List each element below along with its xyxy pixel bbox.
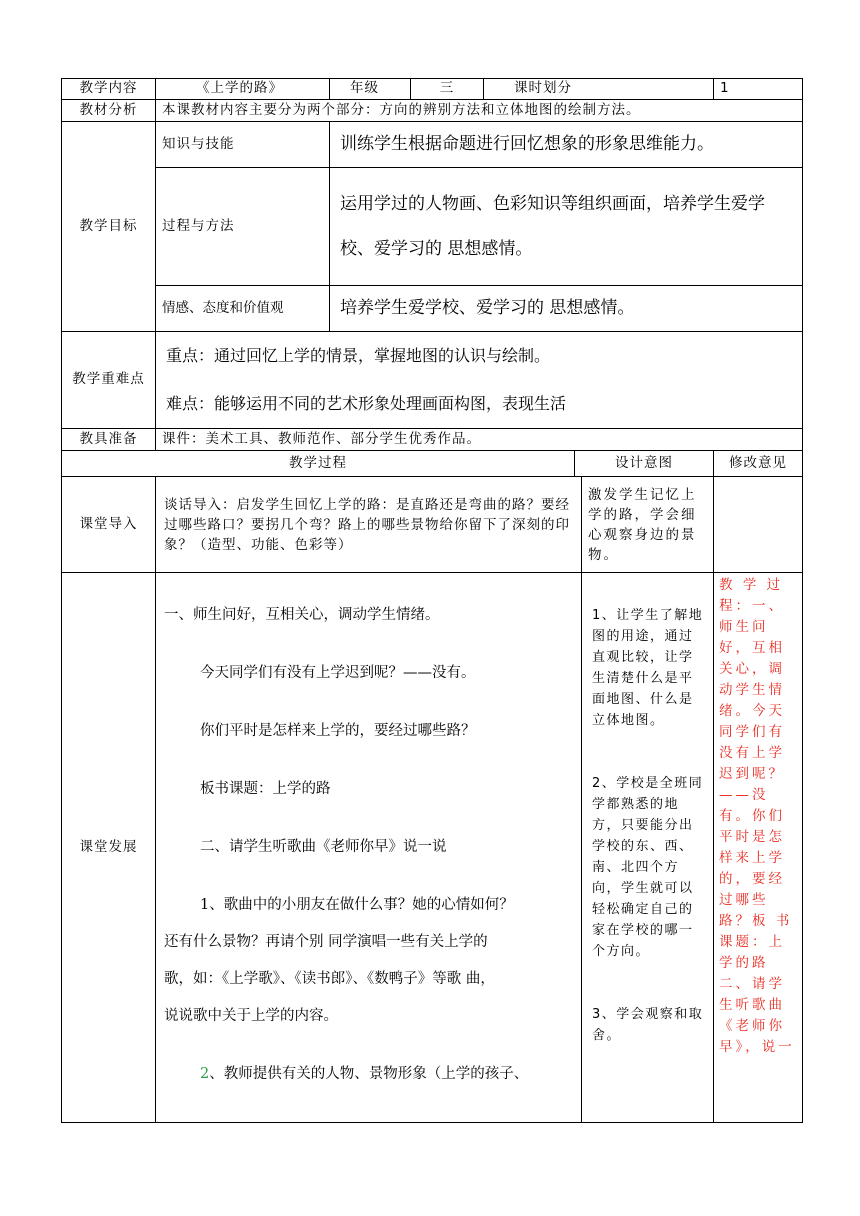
dev-paragraph: 还有什么景物？再请个别 同学演唱一些有关上学的 (164, 934, 488, 950)
lesson-plan-table (61, 78, 803, 1123)
dev-paragraph: 一、师生问好，互相关心，调动学生情绪。 (164, 607, 440, 623)
dev-item-number: 2 (200, 1066, 210, 1082)
objective-text-knowledge: 训练学生根据命题进行回忆想象的形象思维能力。 (330, 122, 803, 168)
difficult-point-text: 难点：能够运用不同的艺术形象处理画面构图，表现生活 (166, 394, 567, 413)
content-label: 教学内容 (62, 79, 156, 100)
objective-label-knowledge: 知识与技能 (156, 122, 330, 168)
revision-header: 修改意见 (714, 451, 803, 477)
dev-paragraph: 歌，如：《上学歌》、《读书郎》、《数鸭子》等歌 曲， (164, 971, 495, 987)
intro-label: 课堂导入 (62, 477, 156, 573)
process-header: 教学过程 (62, 451, 575, 477)
objective-row-emotion (62, 286, 803, 332)
objective-row-process (62, 168, 803, 286)
development-design (582, 573, 714, 1123)
development-content (156, 573, 582, 1123)
intro-text: 谈话导入：启发学生回忆上学的路：是直路还是弯曲的路？要经过哪些路口？要拐几个弯？路上的哪些景物给你留下了深刻的印象？（造型、功能、色彩等） (156, 477, 582, 573)
objective-label-process: 过程与方法 (156, 168, 330, 286)
development-row (62, 573, 803, 1123)
objective-row-knowledge (62, 122, 803, 168)
content-value: 《上学的路》 (156, 79, 330, 100)
design-note: 2、学校是全班同学都熟悉的地方，只要能分出学校的东、西、南、北四个方向，学生就可以轻松确定自己的家在学校的哪一个方向。 (592, 776, 704, 959)
materials-text: 课件：美术工具、教师范作、部分学生优秀作品。 (156, 429, 803, 451)
hours-value: 1 (714, 79, 803, 100)
analysis-row (62, 100, 803, 122)
objective-text-emotion: 培养学生爱学校、爱学习的 思想感情。 (330, 286, 803, 332)
dev-paragraph: 今天同学们有没有上学迟到呢？——没有。 (200, 665, 476, 681)
grade-label: 年级 (330, 79, 411, 100)
dev-paragraph: 你们平时是怎样来上学的，要经过哪些路？ (200, 723, 476, 739)
objective-text-process: 运用学过的人物画、色彩知识等组织画面，培养学生爱学校、爱学习的 思想感情。 (330, 168, 803, 286)
dev-paragraph: 板书课题：上学的路 (200, 781, 331, 797)
materials-row (62, 429, 803, 451)
dev-item-number: 1 (200, 897, 210, 913)
key-point-text: 重点：通过回忆上学的情景，掌握地图的认识与绘制。 (166, 346, 551, 365)
design-note: 1、让学生了解地图的用途，通过直观比较，让学生清楚什么是平面地图、什么是立体地图。 (592, 608, 704, 728)
intro-row (62, 477, 803, 573)
key-points-cell (156, 332, 803, 429)
process-header-row (62, 451, 803, 477)
materials-label: 教具准备 (62, 429, 156, 451)
development-revision: 教 学 过程：一、师生问好，互相关心，调动学生情绪。今天同学们有没有上学迟到呢？——没有。你们平时是怎样来上学的，要经过哪些路？板 书 课题：上学的路二、请学生听歌曲《老师你早》，说一 (714, 573, 803, 1123)
objectives-label: 教学目标 (62, 122, 156, 332)
hours-label: 课时划分 (484, 79, 714, 100)
design-note: 3、学会观察和取舍。 (592, 1007, 704, 1043)
dev-paragraph: 2、教师提供有关的人物、景物形象（上学的孩子、 (200, 1066, 529, 1082)
key-points-row (62, 332, 803, 429)
analysis-label: 教材分析 (62, 100, 156, 122)
dev-paragraph: 二、请学生听歌曲《老师你早》说一说 (200, 839, 447, 855)
key-points-label: 教学重难点 (62, 332, 156, 429)
dev-paragraph: 说说歌中关于上学的内容。 (164, 1008, 338, 1024)
design-header: 设计意图 (575, 451, 714, 477)
header-row (62, 79, 803, 100)
grade-value: 三 (411, 79, 484, 100)
dev-paragraph: 1、歌曲中的小朋友在做什么事？她的心情如何？ (200, 897, 514, 913)
objective-label-emotion: 情感、态度和价值观 (156, 286, 330, 332)
intro-revision (714, 477, 803, 573)
development-label: 课堂发展 (62, 573, 156, 1123)
intro-design: 激发学生记忆上学的路，学会细心观察身边的景物。 (582, 477, 714, 573)
analysis-text: 本课教材内容主要分为两个部分：方向的辨别方法和立体地图的绘制方法。 (156, 100, 803, 122)
